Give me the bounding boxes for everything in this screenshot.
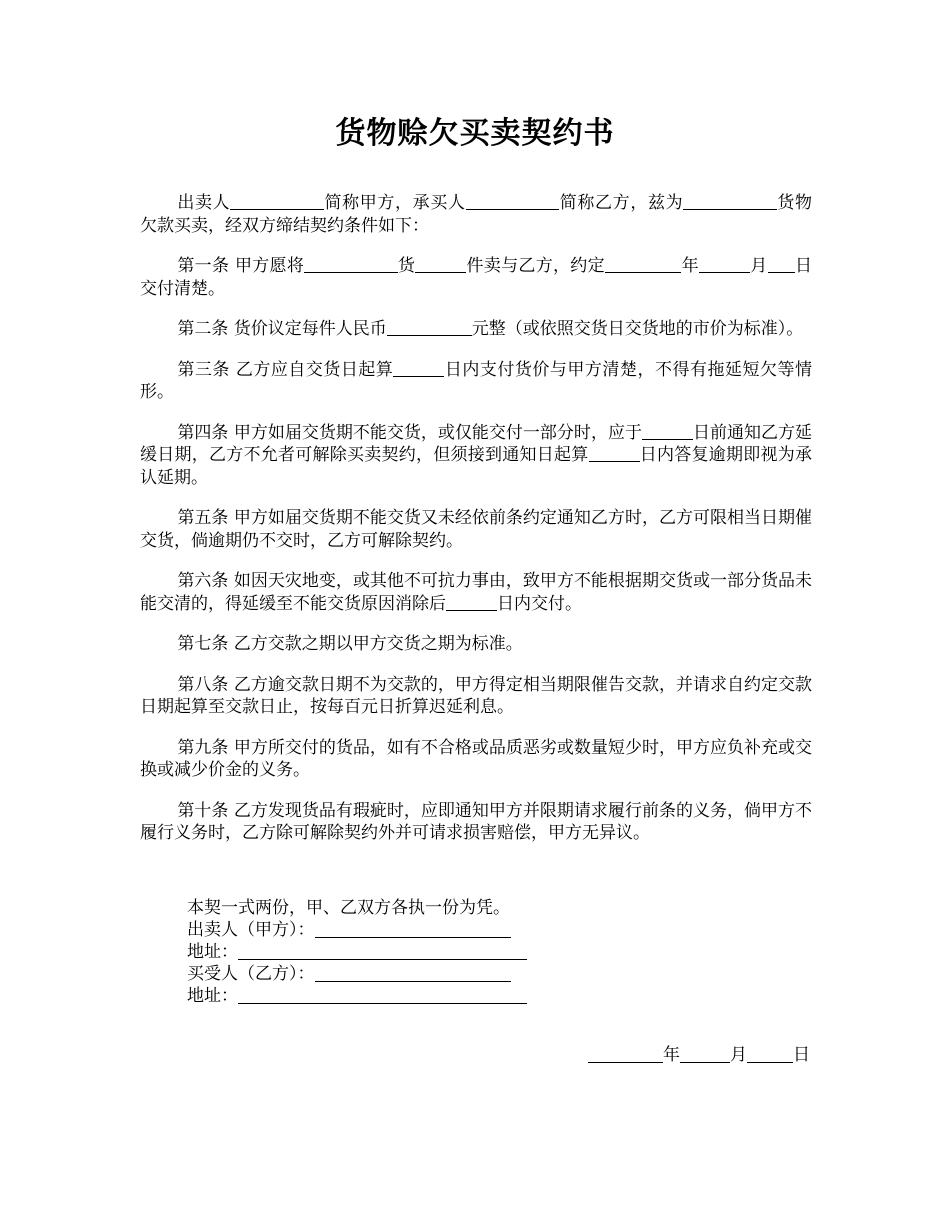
seller-signature-field[interactable] <box>315 920 511 938</box>
year-blank[interactable] <box>588 1045 663 1063</box>
seller-label: 出卖人（甲方）： <box>187 920 315 940</box>
fill-in-blank[interactable] <box>393 359 444 377</box>
day-blank[interactable] <box>747 1045 793 1063</box>
clause-paragraph <box>140 570 812 615</box>
clause-paragraph <box>140 633 812 656</box>
clause-text: 元整（或依照交货日交货地的市价为标准）。 <box>471 319 804 339</box>
document-title: 货物赊欠买卖契约书 <box>335 116 615 151</box>
clause-text: 日内交付。 <box>497 593 582 614</box>
clause-text: 第七条 乙方交款之期以甲方交货之期为标准。 <box>177 634 523 654</box>
clause-text: 年 <box>681 256 699 276</box>
clause-paragraph <box>140 674 812 719</box>
clause-text: 简称乙方，兹为 <box>559 193 684 213</box>
clause-paragraph <box>140 507 812 552</box>
clause-paragraph <box>140 737 812 782</box>
seller-line <box>187 919 527 941</box>
fill-in-blank[interactable] <box>415 255 466 273</box>
clause-paragraph <box>140 422 812 490</box>
preamble-paragraph <box>140 192 812 237</box>
seller-address-label: 地址： <box>187 942 238 962</box>
clause-paragraph <box>140 255 812 300</box>
clause-text: 第八条 乙方逾交款日期不为交款的，甲方得定相当期限催告交款，并请求自约定交款日期起算至交款日止，按每百元日折算迟延利息。 <box>140 674 812 717</box>
clause-text: 出卖人 <box>177 193 231 213</box>
year-label: 年 <box>663 1045 680 1065</box>
clause-text: 第三条 乙方应自交货日起算 <box>177 359 394 380</box>
clause-text: 第一条 甲方愿将 <box>177 256 305 276</box>
fill-in-blank[interactable] <box>446 593 497 611</box>
clause-text: 日前通知乙方延缓日期，乙方不允者可解除买卖契约，但须接到通知日起算 <box>140 422 813 465</box>
clause-text: 货 <box>397 256 416 276</box>
clause-text: 货物欠款买卖，经双方缔结契约条件如下： <box>140 193 813 236</box>
clause-paragraph <box>140 800 812 845</box>
copies-note: 本契一式两份，甲、乙双方各执一份为凭。 <box>187 898 510 918</box>
clause-text: 日内答复逾期即视为承认延期。 <box>140 445 812 488</box>
contract-clauses <box>140 192 812 863</box>
clause-text: 第九条 甲方所交付的货品，如有不合格或品质恶劣或数量短少时，甲方应负补充或交换或减少价金的义务。 <box>140 737 812 780</box>
buyer-address-label: 地址： <box>187 986 238 1006</box>
fill-in-blank[interactable] <box>768 255 795 273</box>
clause-paragraph <box>140 359 812 404</box>
fill-in-blank[interactable] <box>387 318 472 336</box>
clause-text: 简称甲方，承买人 <box>323 193 466 213</box>
buyer-label: 买受人（乙方）： <box>187 964 315 984</box>
clause-text: 第二条 货价议定每件人民币 <box>177 319 387 339</box>
clause-text: 日内支付货价与甲方清楚，不得有拖延短欠等情形。 <box>140 359 812 402</box>
fill-in-blank[interactable] <box>230 192 324 210</box>
buyer-address-field[interactable] <box>238 986 527 1004</box>
fill-in-blank[interactable] <box>699 255 750 273</box>
clause-text: 第五条 甲方如届交货期不能交货又未经依前条约定通知乙方时，乙方可限相当日期催交货，倘逾期仍不交时，乙方可解除契约。 <box>140 508 812 551</box>
day-label: 日 <box>793 1045 810 1065</box>
fill-in-blank[interactable] <box>605 255 682 273</box>
clause-text: 日交付清楚。 <box>140 256 813 299</box>
clause-text: 第十条 乙方发现货品有瑕疵时，应即通知甲方并限期请求履行前条的义务，倘甲方不履行义务时，乙方除可解除契约外并可请求损害赔偿，甲方无异议。 <box>140 800 812 843</box>
buyer-address-line <box>187 985 527 1007</box>
fill-in-blank[interactable] <box>589 444 640 462</box>
buyer-line <box>187 963 527 985</box>
signature-block <box>187 897 527 1007</box>
clause-text: 件卖与乙方，约定 <box>466 256 605 276</box>
fill-in-blank[interactable] <box>466 192 560 210</box>
clause-paragraph <box>140 318 812 341</box>
month-label: 月 <box>730 1045 747 1065</box>
clause-text: 月 <box>749 256 768 276</box>
month-blank[interactable] <box>680 1045 730 1063</box>
buyer-signature-field[interactable] <box>315 964 511 982</box>
date-line <box>588 1044 810 1066</box>
fill-in-blank[interactable] <box>304 255 398 273</box>
fill-in-blank[interactable] <box>642 422 693 440</box>
clause-text: 第六条 如因天灾地变，或其他不可抗力事由，致甲方不能根据期交货或一部分货品未能交清的，得延缓至不能交货原因消除后 <box>140 571 812 614</box>
seller-address-line <box>187 941 527 963</box>
clause-text: 第四条 甲方如届交货期不能交货，或仅能交付一部分时，应于 <box>177 422 642 443</box>
fill-in-blank[interactable] <box>683 192 777 210</box>
seller-address-field[interactable] <box>238 942 527 960</box>
